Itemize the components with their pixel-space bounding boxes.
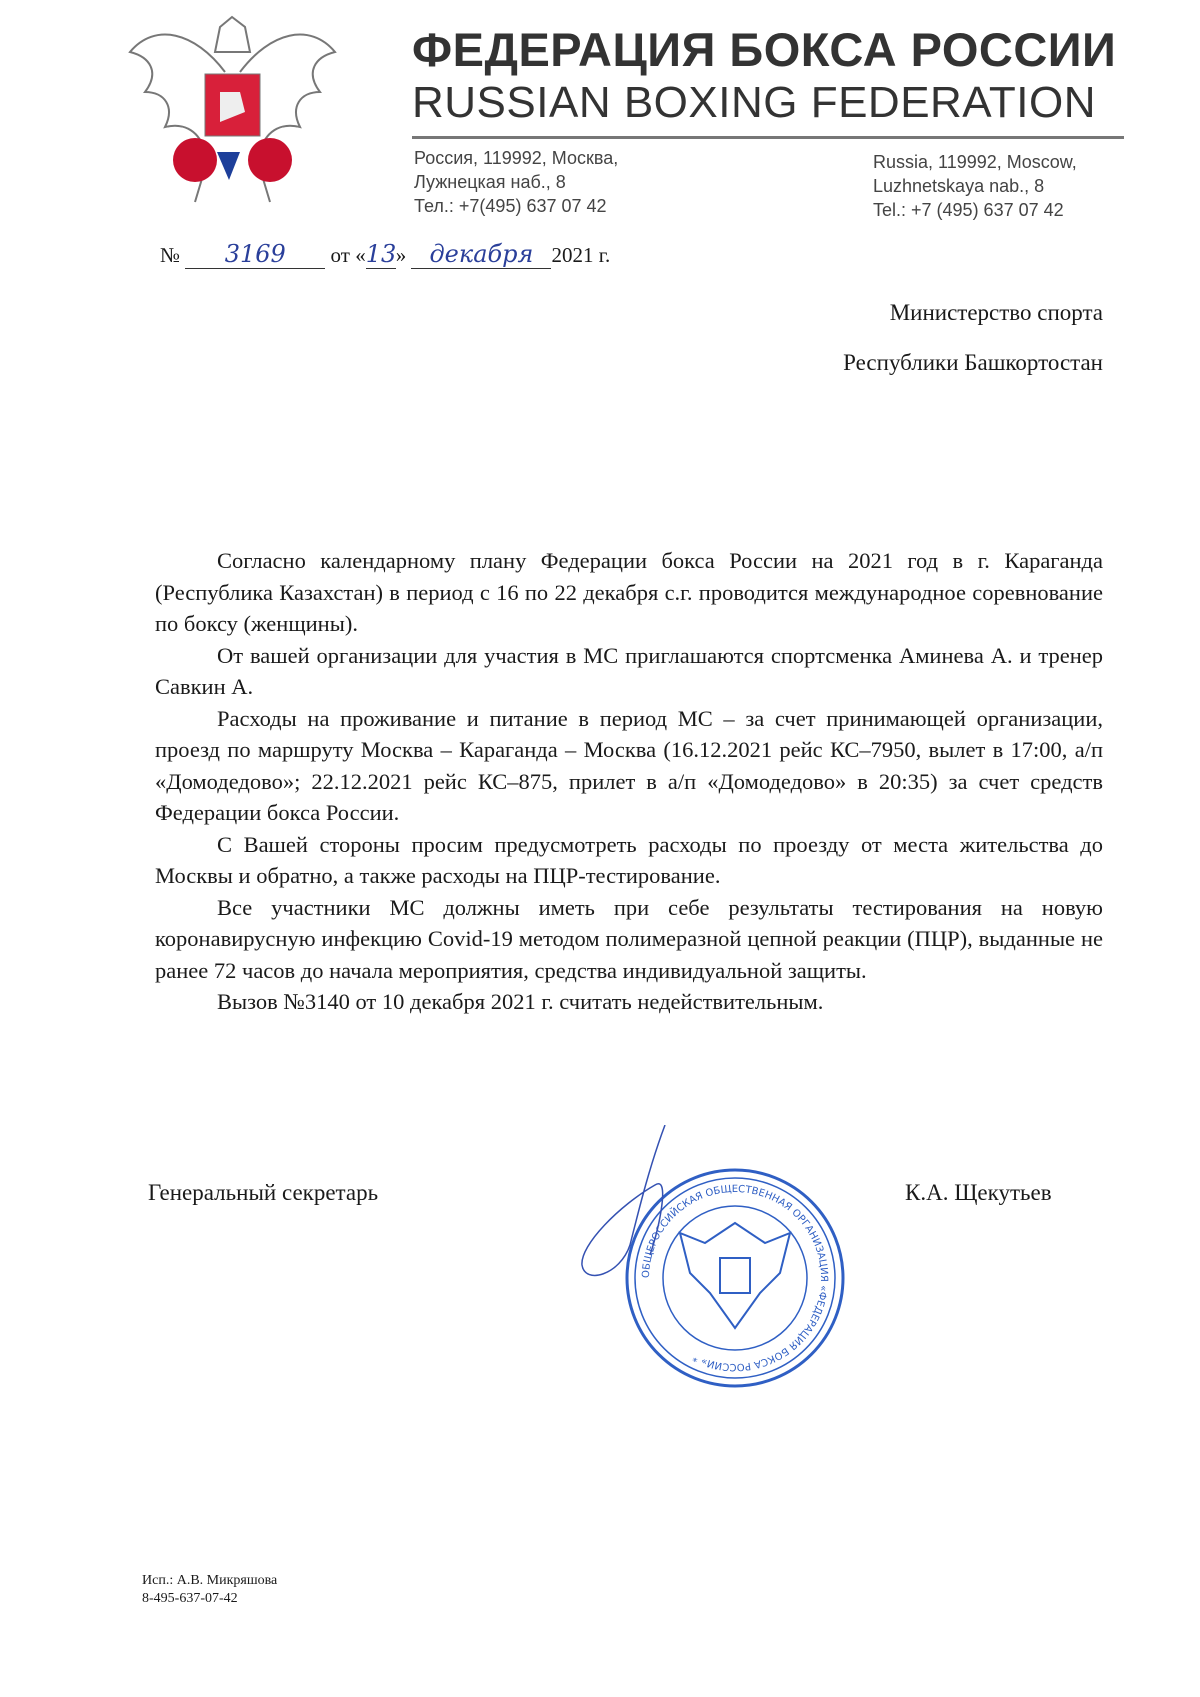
executor: Исп.: А.В. Микряшова xyxy=(142,1573,278,1588)
paragraph: Согласно календарному плану Федерации бокса России на 2021 год в г. Караганда (Республика Казахстан) в период с 16 по 22 декабря с.г. проводится международное соревнование по боксу (женщины). xyxy=(155,548,1103,636)
letter-body xyxy=(155,545,1103,1018)
address-ru-line: Тел.: +7(495) 637 07 42 xyxy=(414,196,607,216)
address-en xyxy=(873,150,1077,222)
address-ru xyxy=(414,146,618,218)
paragraph: С Вашей стороны просим предусмотреть расходы по проезду от места жительства до Москвы и обратно, а также расходы на ПЦР-тестирование. xyxy=(155,831,1103,888)
paragraph: Расходы на проживание и питание в период МС – за счет принимающей организации, проезд по маршруту Москва – Караганда – Москва (16.12.2021 рейс КС–7950, вылет в 17:00, а/п «Домодедово»; 22.12.2021 рейс КС–875, прилет в а/п «Домодедово» в 20:35) за счет средств Федерации бокса России. xyxy=(155,705,1103,825)
letterhead-title-ru: ФЕДЕРАЦИЯ БОКСА РОССИИ xyxy=(412,23,1117,76)
year: 2021 г. xyxy=(551,243,611,267)
document-number: 3169 xyxy=(185,240,325,269)
handwritten-signature xyxy=(580,1125,690,1290)
addressee-line: Министерство спорта xyxy=(889,300,1103,325)
federation-logo-icon xyxy=(125,12,340,217)
month: декабря xyxy=(411,240,551,269)
footer xyxy=(142,1572,277,1608)
reference-line xyxy=(160,240,610,269)
from-label: от « xyxy=(330,243,366,267)
paragraph: От вашей организации для участия в МС приглашаются спортсменка Аминева А. и тренер Савкин А. xyxy=(155,642,1103,699)
address-en-line: Tel.: +7 (495) 637 07 42 xyxy=(873,200,1064,220)
quote-close: » xyxy=(395,243,407,267)
address-ru-line: Россия, 119992, Москва, xyxy=(414,148,619,168)
letterhead-divider xyxy=(412,136,1124,139)
signatory-position: Генеральный секретарь xyxy=(148,1180,379,1205)
letterhead-title-en: RUSSIAN BOXING FEDERATION xyxy=(412,78,1096,127)
executor-phone: 8-495-637-07-42 xyxy=(142,1591,238,1606)
address-ru-line: Лужнецкая наб., 8 xyxy=(414,172,566,192)
paragraph: Все участники МС должны иметь при себе результаты тестирования на новую коронавирусную инфекцию Covid-19 методом полимеразной цепной реакции (ПЦР), выданные не ранее 72 часов до начала мероприятия, средства индивидуальной защиты. xyxy=(155,894,1103,983)
svg-text:ОБЩЕРОССИЙСКАЯ ОБЩЕСТВЕННАЯ ОР: ОБЩЕРОССИЙСКАЯ ОБЩЕСТВЕННАЯ ОРГАНИЗАЦИЯ «ФЕДЕРАЦИЯ БОКСА РОССИИ» * xyxy=(640,1183,830,1373)
day: 13 xyxy=(365,240,397,268)
number-label: № xyxy=(160,243,181,267)
signatory-name: К.А. Щекутьев xyxy=(905,1180,1052,1205)
address-en-line: Luzhnetskaya nab., 8 xyxy=(873,176,1045,196)
addressee-line: Республики Башкортостан xyxy=(843,350,1103,375)
address-en-line: Russia, 119992, Moscow, xyxy=(873,152,1077,172)
paragraph: Вызов №3140 от 10 декабря 2021 г. считать недействительным. xyxy=(217,989,824,1014)
